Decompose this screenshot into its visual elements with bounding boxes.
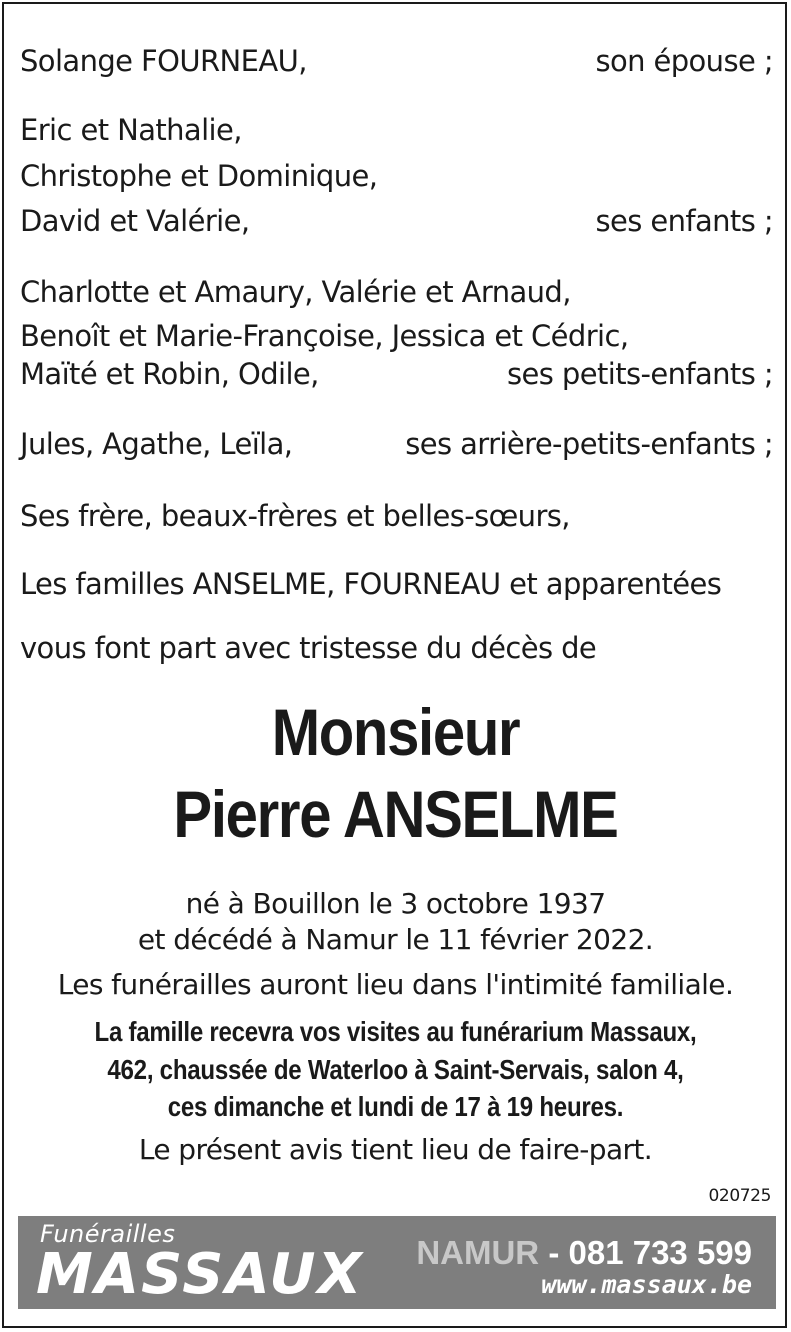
deceased-title: Monsieur bbox=[271, 695, 520, 769]
grandchildren-line-1 bbox=[20, 274, 773, 310]
birth-info: né à Bouillon le 3 octobre 1937 bbox=[185, 887, 606, 920]
children-role: ses enfants ; bbox=[595, 204, 773, 238]
banner-website: www.massaux.be bbox=[541, 1270, 752, 1299]
children-names-3: David et Valérie, bbox=[20, 204, 250, 238]
siblings-line bbox=[20, 498, 773, 534]
banner-phone-line bbox=[416, 1234, 752, 1272]
children-names-1: Eric et Nathalie, bbox=[20, 113, 242, 147]
banner-separator: - bbox=[539, 1234, 569, 1271]
announcement-line bbox=[20, 630, 773, 666]
banner-phone: 081 733 599 bbox=[568, 1234, 752, 1271]
families-text: Les familles ANSELME, FOURNEAU et apparentées bbox=[20, 567, 722, 601]
funeral-info: Les funérailles auront lieu dans l'intimité familiale. bbox=[57, 968, 734, 1001]
siblings-text: Ses frère, beaux-frères et belles-sœurs, bbox=[20, 499, 570, 533]
great-grandchildren-names: Jules, Agathe, Leïla, bbox=[20, 427, 293, 461]
great-grandchildren-role: ses arrière-petits-enfants ; bbox=[405, 427, 773, 461]
children-line-2 bbox=[20, 158, 773, 194]
children-line-3 bbox=[20, 203, 773, 239]
visit-info-3: ces dimanche et lundi de 17 à 19 heures. bbox=[167, 1091, 624, 1122]
spouse-role: son épouse ; bbox=[595, 44, 773, 78]
families-line bbox=[20, 566, 773, 602]
grandchildren-line-2 bbox=[20, 318, 773, 354]
funeral-home-banner bbox=[18, 1216, 776, 1309]
deceased-name: Pierre ANSELME bbox=[173, 777, 618, 851]
banner-city: NAMUR bbox=[416, 1234, 540, 1271]
children-names-2: Christophe et Dominique, bbox=[20, 159, 378, 193]
grandchildren-role: ses petits-enfants ; bbox=[507, 357, 773, 391]
banner-subtitle: Funérailles bbox=[40, 1220, 176, 1248]
grandchildren-names-2: Benoît et Marie-Françoise, Jessica et Cédric, bbox=[20, 319, 629, 353]
grandchildren-line-3 bbox=[20, 356, 773, 392]
grandchildren-names-1: Charlotte et Amaury, Valérie et Arnaud, bbox=[20, 275, 571, 309]
reference-number: 020725 bbox=[708, 1186, 771, 1206]
notice-text: Le présent avis tient lieu de faire-part. bbox=[138, 1133, 653, 1166]
visit-info-1: La famille recevra vos visites au funérarium Massaux, bbox=[94, 1016, 697, 1047]
children-line-1 bbox=[20, 112, 773, 148]
death-info: et décédé à Namur le 11 février 2022. bbox=[137, 923, 654, 956]
spouse-name: Solange FOURNEAU, bbox=[20, 44, 307, 78]
visit-info-2: 462, chaussée de Waterloo à Saint-Servais, salon 4, bbox=[107, 1054, 684, 1085]
announcement-text: vous font part avec tristesse du décès de bbox=[20, 631, 597, 665]
massaux-logo: MASSAUX bbox=[36, 1242, 364, 1307]
grandchildren-names-3: Maïté et Robin, Odile, bbox=[20, 357, 319, 391]
great-grandchildren-line bbox=[20, 426, 773, 462]
spouse-line bbox=[20, 43, 773, 79]
